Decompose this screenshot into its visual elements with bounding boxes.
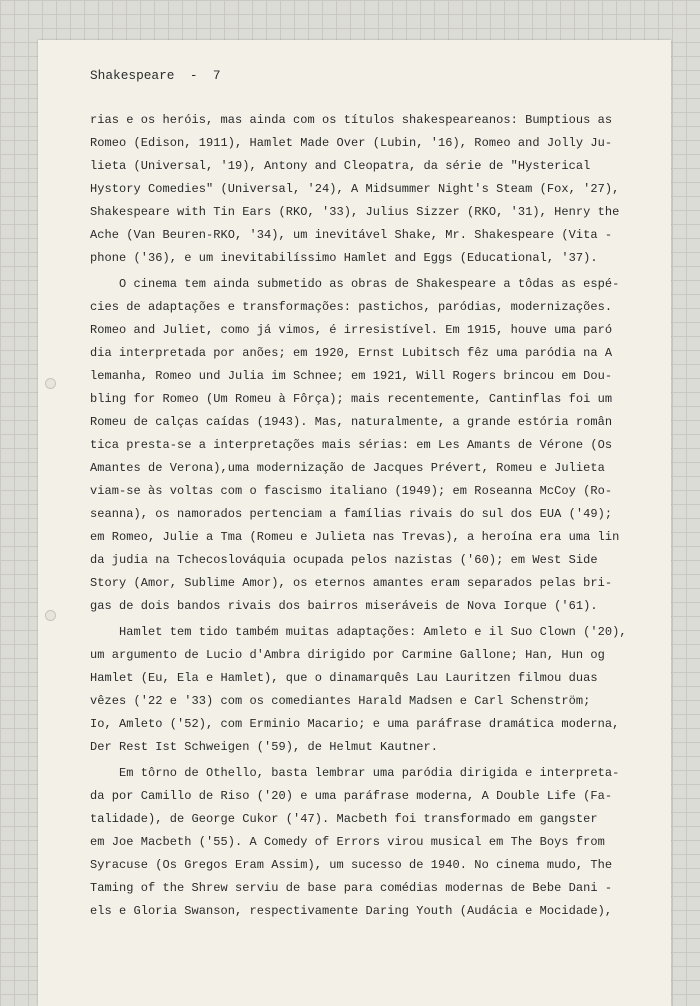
binder-hole [45,378,56,389]
text-line: Romeo (Edison, 1911), Hamlet Made Over (Lubin, '16), Romeo and Jolly Ju- [90,136,613,150]
text-line: vêzes ('22 e '33) com os comediantes Harald Madsen e Carl Schenström; [90,694,591,708]
text-line: Hamlet tem tido também muitas adaptações: Amleto e il Suo Clown ('20), [90,625,627,639]
text-line: dia interpretada por anões; em 1920, Ernst Lubitsch fêz uma paródia na A [90,346,613,360]
text-line: Hystory Comedies" (Universal, '24), A Midsummer Night's Steam (Fox, '27), [90,182,620,196]
typed-page [38,40,671,1006]
text-line: Em tôrno de Othello, basta lembrar uma paródia dirigida e interpreta- [90,766,620,780]
text-line: Story (Amor, Sublime Amor), os eternos amantes eram separados pelas bri- [90,576,613,590]
text-line: Io, Amleto ('52), com Erminio Macario; e uma paráfrase dramática moderna, [90,717,620,731]
text-line: cies de adaptações e transformações: pastichos, paródias, modernizações. [90,300,613,314]
text-line: talidade), de George Cukor ('47). Macbeth foi transformado em gangster [90,812,598,826]
text-line: gas de dois bandos rivais dos bairros miseráveis de Nova Iorque ('61). [90,599,598,613]
text-line: phone ('36), e um inevitabilíssimo Hamlet and Eggs (Educational, '37). [90,251,598,265]
text-line: em Joe Macbeth ('55). A Comedy of Errors virou musical em The Boys from [90,835,605,849]
text-line: els e Gloria Swanson, respectivamente Daring Youth (Audácia e Mocidade), [90,904,613,918]
text-line: Der Rest Ist Schweigen ('59), de Helmut Kautner. [90,740,439,754]
text-line: lemanha, Romeo und Julia im Schnee; em 1921, Will Rogers brincou em Dou- [90,369,613,383]
text-line: bling for Romeo (Um Romeu à Fôrça); mais recentemente, Cantinflas foi um [90,392,613,406]
binder-hole [45,610,56,621]
text-line: seanna), os namorados pertenciam a famílias rivais do sul dos EUA ('49); [90,507,613,521]
text-line: Hamlet (Eu, Ela e Hamlet), que o dinamarquês Lau Lauritzen filmou duas [90,671,598,685]
text-line: Taming of the Shrew serviu de base para comédias modernas de Bebe Dani - [90,881,613,895]
text-line: Amantes de Verona),uma modernização de Jacques Prévert, Romeu e Julieta [90,461,605,475]
text-line: rias e os heróis, mas ainda com os títulos shakespeareanos: Bumptious as [90,113,613,127]
text-line: viam-se às voltas com o fascismo italiano (1949); em Roseanna McCoy (Ro- [90,484,613,498]
text-line: tica presta-se a interpretações mais sérias: em Les Amants de Vérone (Os [90,438,613,452]
page-header: Shakespeare - 7 [90,68,221,83]
text-line: Shakespeare with Tin Ears (RKO, '33), Julius Sizzer (RKO, '31), Henry the [90,205,620,219]
text-line: da por Camillo de Riso ('20) e uma paráfrase moderna, A Double Life (Fa- [90,789,613,803]
text-line: um argumento de Lucio d'Ambra dirigido por Carmine Gallone; Han, Hun og [90,648,605,662]
text-line: Romeo and Juliet, como já vimos, é irresistível. Em 1915, houve uma paró [90,323,613,337]
text-line: em Romeo, Julie a Tma (Romeu e Julieta nas Trevas), a heroína era uma lin [90,530,620,544]
text-line: da judia na Tchecoslováquia ocupada pelos nazistas ('60); em West Side [90,553,598,567]
text-line: Romeu de calças caídas (1943). Mas, naturalmente, a grande estória român [90,415,613,429]
text-line: Ache (Van Beuren-RKO, '34), um inevitável Shake, Mr. Shakespeare (Vita - [90,228,613,242]
text-line: Syracuse (Os Gregos Eram Assim), um sucesso de 1940. No cinema mudo, The [90,858,613,872]
text-line: O cinema tem ainda submetido as obras de Shakespeare a tôdas as espé- [90,277,620,291]
text-line: lieta (Universal, '19), Antony and Cleopatra, da série de "Hysterical [90,159,591,173]
